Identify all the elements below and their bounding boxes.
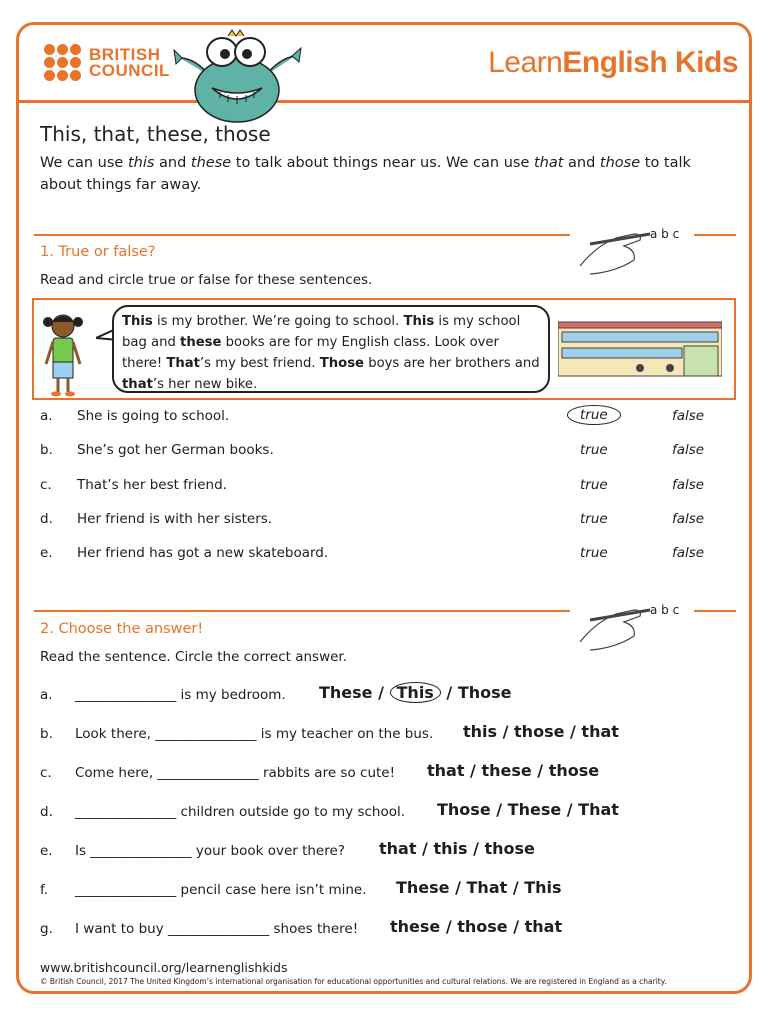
choice-item-a: a. _______________ is my bedroom. These / This / Those bbox=[40, 683, 512, 703]
false-option[interactable]: false bbox=[672, 477, 705, 493]
answer-options[interactable]: that / this / those bbox=[379, 839, 535, 858]
tf-item-a: a. She is going to school. true false bbox=[40, 407, 705, 424]
monster-mascot-icon bbox=[170, 28, 305, 124]
section2-divider bbox=[34, 610, 570, 612]
page-title: This, that, these, those bbox=[40, 122, 271, 146]
answer-options[interactable]: These / That / This bbox=[396, 878, 562, 897]
choice-item-g: g. I want to buy _______________ shoes there! these / those / that bbox=[40, 917, 563, 937]
british-council-dots-icon bbox=[44, 44, 81, 81]
answer-options[interactable]: that / these / those bbox=[427, 761, 600, 780]
writing-hand-icon bbox=[576, 216, 686, 276]
section1-divider bbox=[34, 234, 570, 236]
story-box bbox=[32, 298, 736, 400]
answer-options: These / This / Those bbox=[319, 683, 512, 702]
choice-item-e: e. Is _______________ your book over there? that / this / those bbox=[40, 839, 535, 859]
false-option[interactable]: false bbox=[672, 511, 705, 527]
svg-text:a b c: a b c bbox=[650, 227, 680, 241]
false-option[interactable]: false bbox=[672, 442, 705, 458]
true-option[interactable]: true bbox=[580, 511, 608, 527]
choice-item-f: f. _______________ pencil case here isn’t mine. These / That / This bbox=[40, 878, 562, 898]
writing-hand-icon bbox=[576, 592, 686, 652]
intro-text: We can use this and these to talk about things near us. We can use that and those to talk about things far away. bbox=[40, 155, 691, 193]
council-line1: BRITISH bbox=[89, 44, 161, 64]
header-divider bbox=[16, 100, 752, 103]
footer-url[interactable]: www.britishcouncil.org/learnenglishkids bbox=[40, 960, 288, 975]
choice-item-b: b. Look there, _______________ is my teacher on the bus. this / those / that bbox=[40, 722, 619, 742]
section1-title: 1. True or false? bbox=[40, 244, 156, 260]
council-line2: COUNCIL bbox=[89, 60, 170, 80]
option-those[interactable]: Those bbox=[457, 683, 512, 702]
answer-options[interactable]: these / those / that bbox=[390, 917, 563, 936]
section2-title: 2. Choose the answer! bbox=[40, 621, 204, 637]
svg-text:a b c: a b c bbox=[650, 603, 680, 617]
tf-item-e: e. Her friend has got a new skateboard. true false bbox=[40, 545, 705, 561]
section1-instruction: Read and circle true or false for these sentences. bbox=[40, 272, 373, 288]
tf-item-b: b. She’s got her German books. true false bbox=[40, 442, 705, 458]
choice-item-c: c. Come here, _______________ rabbits are so cute! that / these / those bbox=[40, 761, 600, 781]
true-option[interactable]: true bbox=[580, 545, 608, 561]
british-council-logo bbox=[44, 44, 170, 81]
girl-illustration-icon bbox=[40, 308, 86, 398]
choice-item-d: d. _______________ children outside go to my school. Those / These / That bbox=[40, 800, 619, 820]
option-this-circled[interactable]: This bbox=[390, 682, 441, 703]
answer-options[interactable]: Those / These / That bbox=[437, 800, 619, 819]
speech-bubble: This is my brother. We’re going to school. This is my school bag and these books are for my English class. Look over there! That’s my best friend. Those boys are her brothers and that’s her new bike. bbox=[112, 305, 550, 393]
true-option-circled[interactable]: true bbox=[567, 405, 621, 425]
false-option[interactable]: false bbox=[672, 408, 705, 424]
learnenglish-kids-logo: LearnEnglish Kids bbox=[488, 46, 738, 79]
school-building-icon bbox=[558, 320, 722, 380]
tf-item-d: d. Her friend is with her sisters. true false bbox=[40, 511, 705, 527]
footer-copyright: © British Council, 2017 The United Kingdom’s international organisation for educational opportunities and cultural relations. We are registered in England as a charity. bbox=[40, 977, 667, 986]
tf-item-c: c. That’s her best friend. true false bbox=[40, 477, 705, 493]
true-option[interactable]: true bbox=[580, 442, 608, 458]
section1-divider-right bbox=[694, 234, 736, 236]
answer-options[interactable]: this / those / that bbox=[463, 722, 619, 741]
false-option[interactable]: false bbox=[672, 545, 705, 561]
section2-divider-right bbox=[694, 610, 736, 612]
option-these[interactable]: These bbox=[319, 683, 373, 702]
section2-instruction: Read the sentence. Circle the correct answer. bbox=[40, 649, 348, 665]
true-option[interactable]: true bbox=[580, 477, 608, 493]
